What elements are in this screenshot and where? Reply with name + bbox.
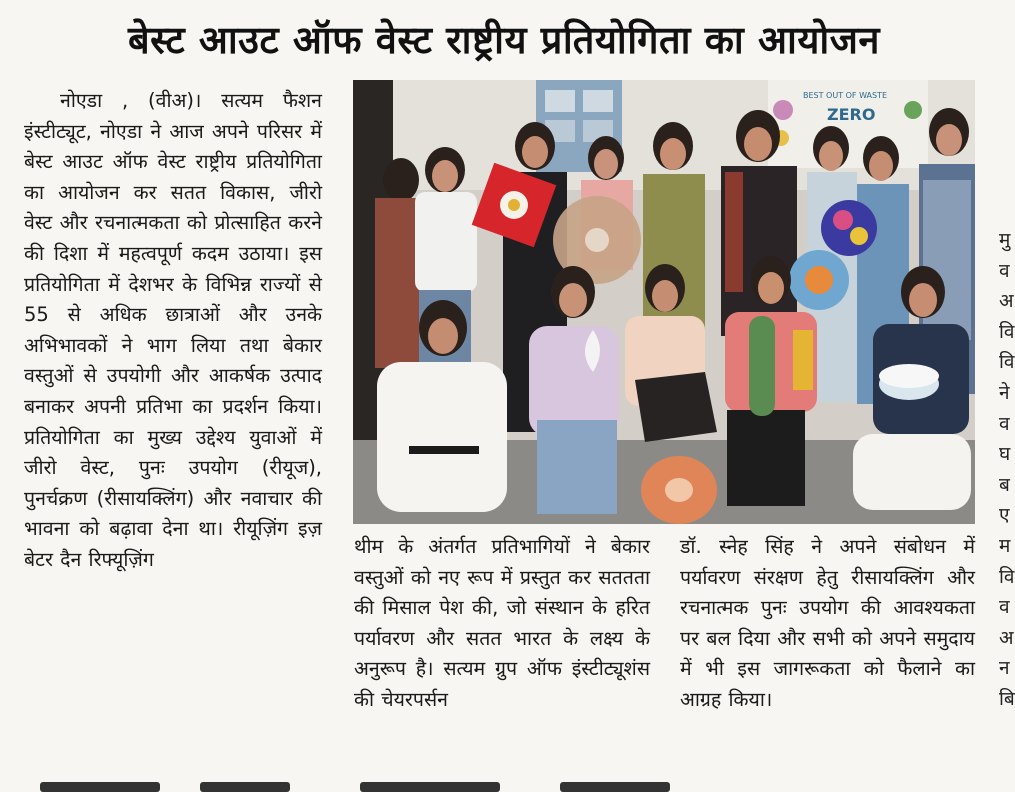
banner-text-1: BEST OUT OF WASTE	[803, 91, 888, 100]
article-paragraph: थीम के अंतर्गत प्रतिभागियों ने बेकार वस्तुओं को नए रूप में प्रस्तुत कर सततता की मिसाल पेश की, जो संस्थान के हरित पर्यावरण और सतत भारत के लक्ष्य के अनुरूप है। सत्यम ग्रुप ऑफ इंस्टीट्यूशंस की चेयरपर्सन	[354, 535, 650, 711]
banner-text-2: ZERO	[827, 105, 876, 124]
neighbor-char: न	[999, 657, 1010, 680]
neighbor-char: अ	[999, 290, 1014, 313]
neighbor-char: बि	[999, 687, 1015, 710]
article-column-2	[354, 532, 650, 716]
neighbor-char: व	[999, 596, 1010, 619]
neighbor-char: मु	[999, 229, 1011, 251]
neighbor-char: घ	[999, 443, 1011, 466]
neighbor-char: व	[999, 412, 1010, 435]
neighbor-char: अ	[999, 626, 1014, 649]
next-headline-fragment	[0, 780, 1008, 790]
neighbor-char: ब	[999, 473, 1010, 496]
article-column-1	[24, 86, 322, 576]
neighbor-char: म	[999, 534, 1011, 557]
article-paragraph: नोएडा , (वीअ)। सत्यम फैशन इंस्टीट्यूट, नोएडा ने आज अपने परिसर में बेस्ट आउट ऑफ वेस्ट राष्ट्रीय प्रतियोगिता का आयोजन कर सतत विकास, जीरो वेस्ट और रचनात्मकता को प्रोत्साहित करने की दिशा में महत्वपूर्ण कदम उठाया। इस प्रतियोगिता में देशभर के विभिन्न राज्यों से 55 से अधिक छात्राओं और उनके अभिभावकों ने भाग लिया तथा बेकार वस्तुओं से उपयोगी और आकर्षक उत्पाद बनाकर अपनी प्रतिभा का प्रदर्शन किया। प्रतियोगिता का मुख्य उद्देश्य युवाओं में जीरो वेस्ट, पुनः उपयोग (रीयूज), पुनर्चक्रण (रीसायक्लिंग) और नवाचार की भावना को बढ़ावा देना था। रीयूज़िंग इज़ बेटर दैन रिफ्यूज़िंग	[24, 89, 322, 571]
neighbor-article-edge	[998, 225, 1015, 785]
neighbor-char: वि	[999, 351, 1015, 374]
neighbor-char: व	[999, 259, 1010, 282]
neighbor-char: ए	[999, 504, 1010, 527]
neighbor-char: वि	[999, 320, 1015, 343]
neighbor-char: वि	[999, 565, 1015, 588]
article-column-3	[680, 532, 975, 716]
neighbor-char: ने	[999, 381, 1010, 404]
event-photo	[353, 80, 975, 524]
headline: बेस्ट आउट ऑफ वेस्ट राष्ट्रीय प्रतियोगिता का आयोजन	[127, 18, 881, 62]
article-paragraph: डॉ. स्नेह सिंह ने अपने संबोधन में पर्यावरण संरक्षण हेतु रीसायक्लिंग और रचनात्मक पुनः उपयोग की आवश्यकता पर बल दिया और सभी को अपने समुदाय में भी इस जागरूकता को फैलाने का आग्रह किया।	[680, 535, 975, 711]
